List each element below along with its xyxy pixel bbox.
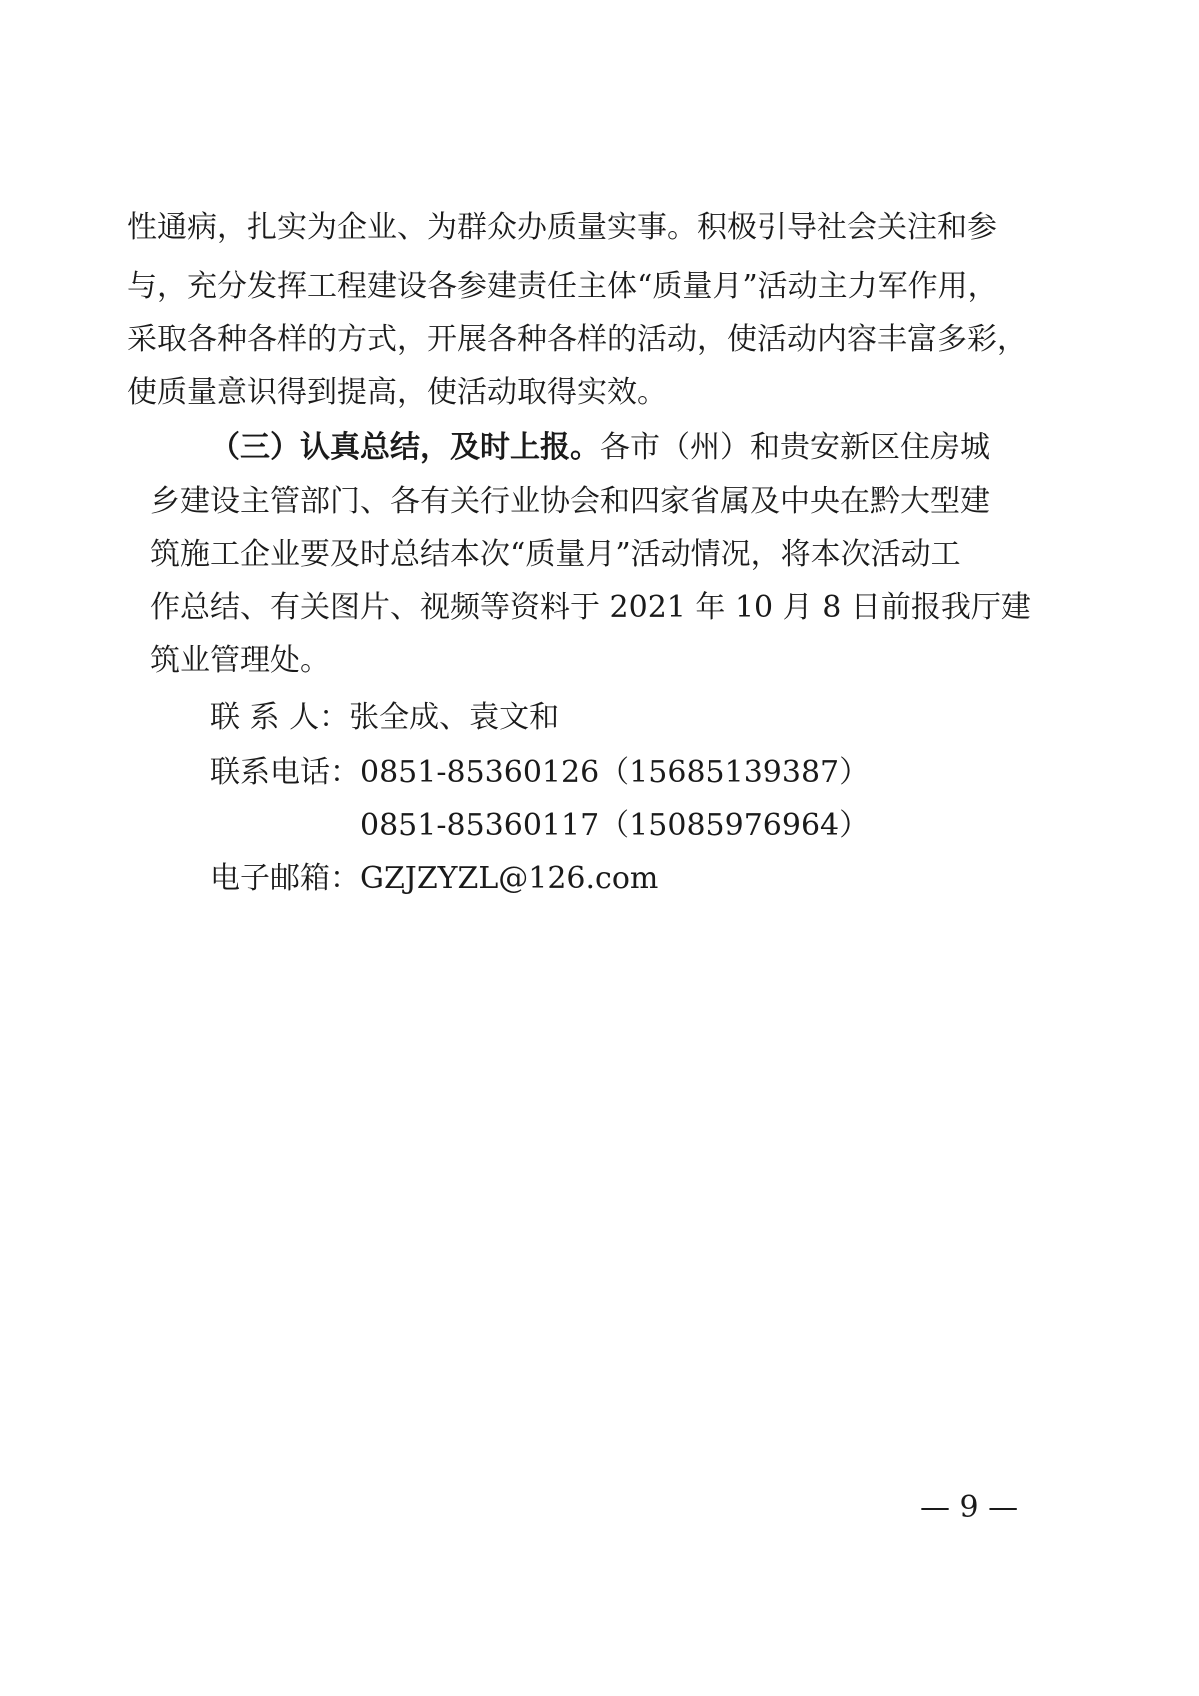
contact-email-value: GZJZYZL@126.com: [360, 861, 659, 896]
paragraph-line: 采取各种各样的方式，开展各种各样的活动，使活动内容丰富多彩，: [127, 322, 1027, 357]
paragraph-line: [210, 428, 990, 468]
page-number: — 9 —: [920, 1490, 1019, 1525]
section-heading: （三）认真总结，及时上报。: [210, 430, 600, 465]
contact-phone-row-2: [360, 806, 869, 846]
paragraph-line: 乡建设主管部门、各有关行业协会和四家省属及中央在黔大型建: [150, 484, 990, 519]
paragraph-line: 与，充分发挥工程建设各参建责任主体“质量月”活动主力军作用，: [127, 269, 998, 304]
paragraph-text: 各市（州）和贵安新区住房城: [600, 430, 990, 465]
contact-person-label: 联 系 人：: [210, 700, 350, 735]
paragraph-line: 筑业管理处。: [150, 643, 330, 678]
paragraph-line: 使质量意识得到提高，使活动取得实效。: [127, 375, 667, 410]
contact-email-label: 电子邮箱：: [210, 861, 360, 896]
paragraph-line: 作总结、有关图片、视频等资料于 2021 年 10 月 8 日前报我厅建: [150, 590, 1031, 625]
contact-person-value: 张全成、袁文和: [349, 700, 560, 735]
paragraph-line: 筑施工企业要及时总结本次“质量月”活动情况，将本次活动工: [150, 537, 961, 572]
contact-phone-2: 0851-85360117（15085976964）: [360, 808, 870, 843]
contact-phone-label: 联系电话：: [210, 755, 360, 790]
contact-phone-row: [210, 753, 869, 793]
contact-email-row: [210, 859, 658, 899]
paragraph-line: 性通病，扎实为企业、为群众办质量实事。积极引导社会关注和参: [127, 210, 997, 245]
contact-person-row: [210, 698, 559, 738]
contact-phone-1: 0851-85360126（15685139387）: [360, 755, 870, 790]
